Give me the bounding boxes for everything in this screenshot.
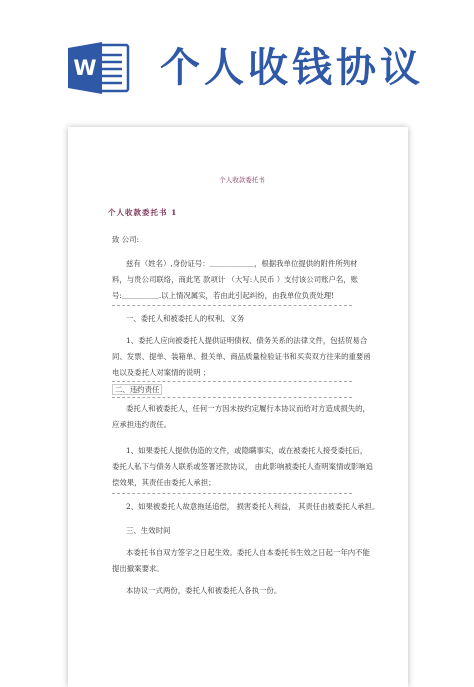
paragraph-line: 本委托书自双方签字之日起生效。委托人自本委托书生效之日起一年内不能 [126,548,370,557]
banner-title: 个人收钱协议 [160,45,424,91]
paragraph-line: 1、委托人应向被委托人提供证明债权、债务关系的法律文件，包括贸易合 [126,336,368,345]
doc-heading: 个人收款委托书 [219,176,265,184]
word-logo-icon [68,40,130,96]
salutation: 致 公司: [112,235,140,244]
paragraph-line: 2、如果被委托人故意拖延追偿， 损害委托人利益， 其责任由被委托人承担。 [126,502,380,511]
paragraph-line: 委托人和被委托人，任何一方因未按约定履行本协议而给对方造成损失的， [126,404,370,413]
doc-subtitle: 个人收款委托书 1 [108,208,178,217]
section-heading-box: 二、违约责任 [112,384,162,395]
paragraph-line: 偿效果，其责任由委托人承担； [112,478,216,487]
paragraph-line: 兹有（姓名）,身份证号：＿＿＿＿＿＿，根据我单位提供的附件所列材 [126,259,358,268]
section-heading [112,384,374,396]
paragraph-line: 提出撤案要求。 [112,564,164,573]
section-heading: 三、生效时间 [126,526,171,535]
paragraph-line: 本协议一式两份，委托人和被委托人各执一份。 [126,586,282,595]
paragraph-line: 同、发票、提单、装箱单、报关单、商品质量检验证书和买卖双方往来的重要函 [112,352,371,361]
dashed-divider [112,397,352,398]
title-banner [0,0,474,125]
paragraph-line: 1、如果委托人提供伪造的文件，或隐瞒事实，或在被委托人接受委托后， [126,446,368,455]
paragraph-line: 应承担违约责任。 [112,420,172,429]
paragraph-line: 号:＿＿＿＿＿.以上情况属实，若由此引起纠纷，由我单位负责处理! [112,291,335,300]
dashed-divider [112,381,352,382]
paragraph-line: 电以及委托人对案情的说明 ； [112,368,211,377]
dashed-divider [112,305,352,306]
paragraph-line: 委托人私下与债务人联系或签署还款协议， 由此影响被委托人查明案情或影响追 [112,462,374,471]
document-page [68,127,408,687]
section-heading: 一、委托人和被委托人的权利、义务 [126,314,245,323]
paragraph-line: 料，与贵公司联络，商此笔 款项计 （大写:人民币 ）支付该公司账户名，账 [112,275,359,284]
dashed-divider [112,493,352,494]
svg-text:W: W [73,56,97,80]
